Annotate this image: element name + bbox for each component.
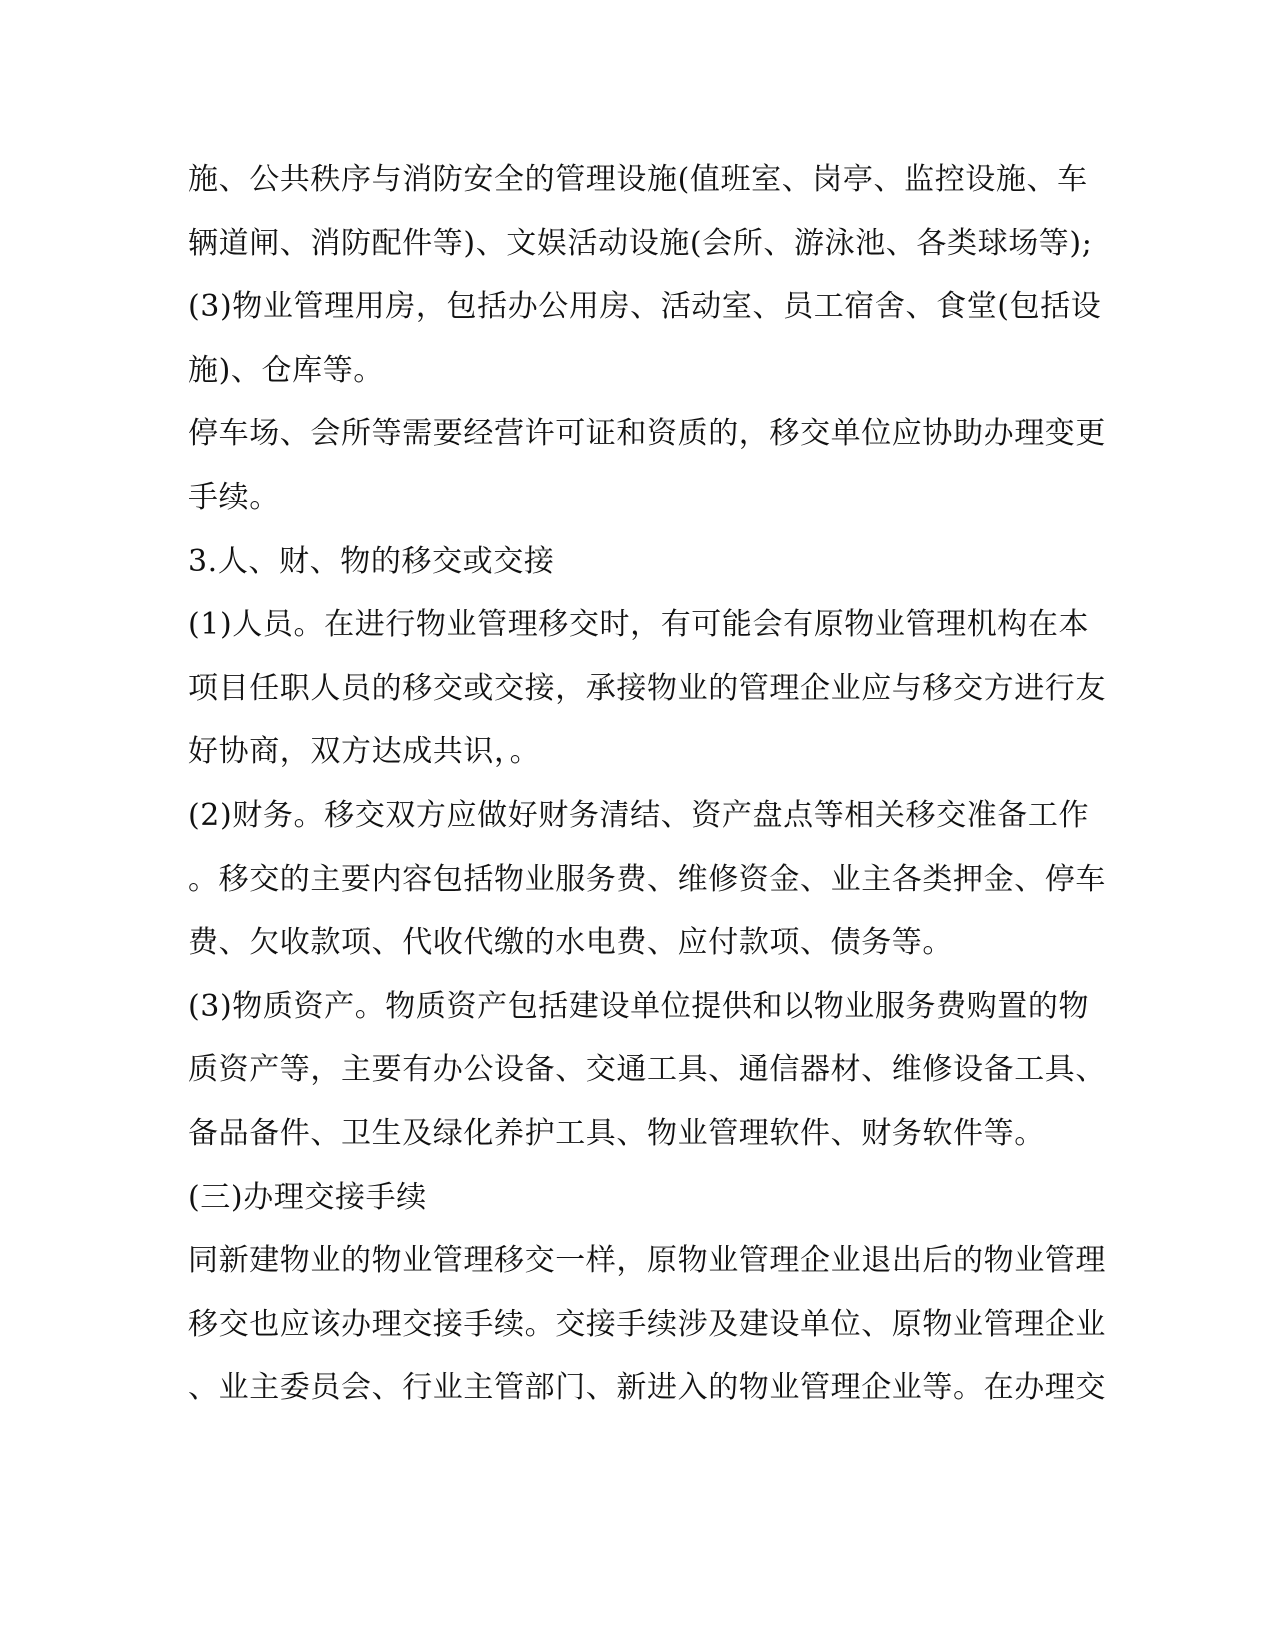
text-line: 手续。 — [188, 479, 280, 515]
text-line: 项目任职人员的移交或交接，承接物业的管理企业应与移交方进行友 — [188, 670, 1106, 706]
text-line: (2)财务。移交双方应做好财务清结、资产盘点等相关移交准备工作 — [188, 797, 1090, 833]
section-heading: 3.人、财、物的移交或交接 — [188, 543, 555, 579]
text-line: 费、欠收款项、代收代缴的水电费、应付款项、债务等。 — [188, 925, 953, 961]
text-line: 施)、仓库等。 — [188, 352, 384, 388]
text-line: 质资产等，主要有办公设备、交通工具、通信器材、维修设备工具、 — [188, 1052, 1106, 1088]
text-line: 同新建物业的物业管理移交一样，原物业管理企业退出后的物业管理 — [188, 1243, 1106, 1279]
text-line: (3)物业管理用房，包括办公用房、活动室、员工宿舍、食堂(包括设 — [188, 289, 1102, 325]
text-line: (3)物质资产。物质资产包括建设单位提供和以物业服务费购置的物 — [188, 988, 1090, 1024]
text-line: (1)人员。在进行物业管理移交时，有可能会有原物业管理机构在本 — [188, 607, 1090, 643]
text-line: 移交也应该办理交接手续。交接手续涉及建设单位、原物业管理企业 — [188, 1306, 1106, 1342]
text-line: 辆道闸、消防配件等)、文娱活动设施(会所、游泳池、各类球场等); — [188, 225, 1093, 261]
text-line: 备品备件、卫生及绿化养护工具、物业管理软件、财务软件等。 — [188, 1115, 1045, 1151]
text-line: 停车场、会所等需要经营许可证和资质的，移交单位应协助办理变更 — [188, 416, 1106, 452]
section-heading: (三)办理交接手续 — [188, 1179, 427, 1215]
text-line: 好协商，双方达成共识，。 — [188, 734, 541, 770]
document-body — [188, 148, 1106, 1420]
text-line: 施、公共秩序与消防安全的管理设施(值班室、岗亭、监控设施、车 — [188, 162, 1088, 197]
text-line: 。移交的主要内容包括物业服务费、维修资金、业主各类押金、停车 — [188, 861, 1106, 897]
text-line: 、业主委员会、行业主管部门、新进入的物业管理企业等。在办理交 — [188, 1370, 1106, 1406]
